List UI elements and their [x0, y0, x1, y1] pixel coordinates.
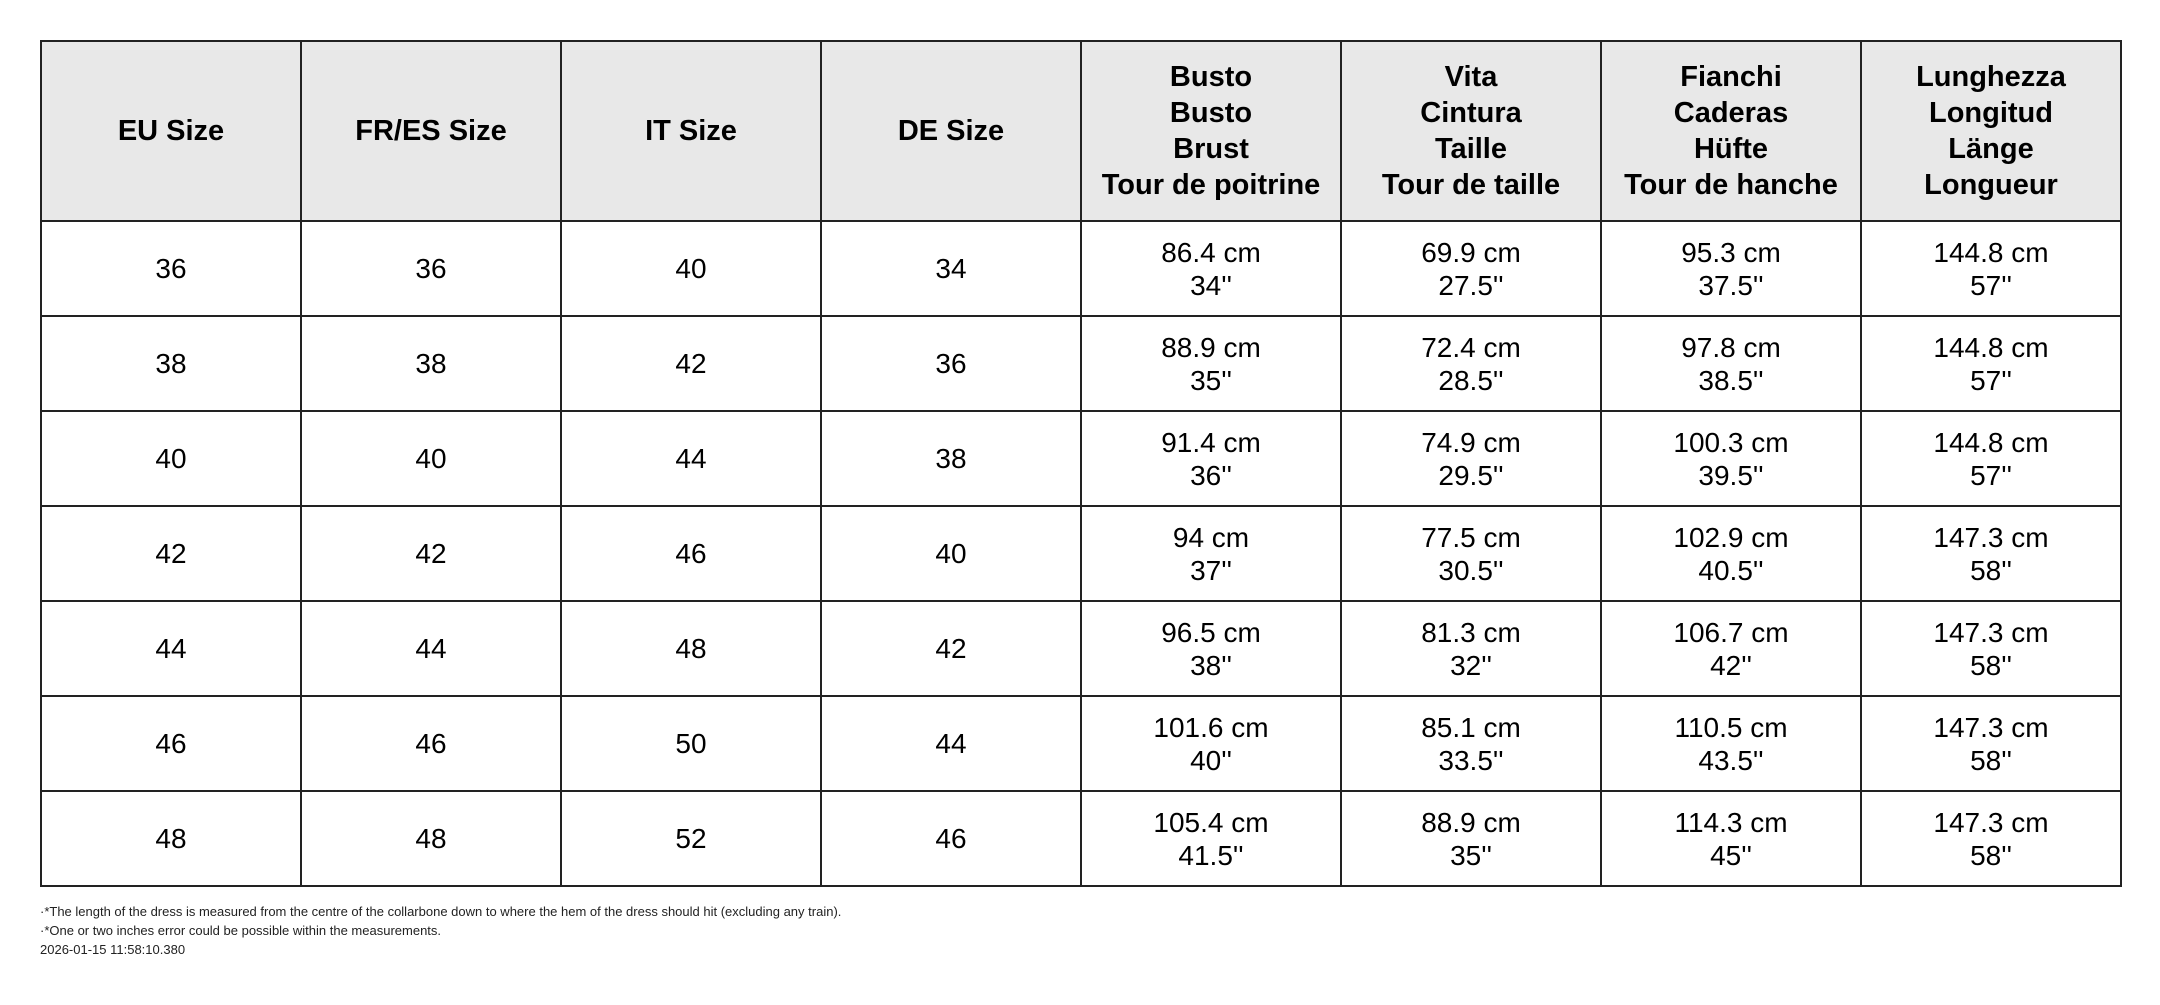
cell-it-size: 50 — [561, 696, 821, 791]
table-row — [41, 791, 2121, 886]
cell-eu-size: 42 — [41, 506, 301, 601]
value-cm: 105.4 cm — [1153, 806, 1269, 838]
table-header — [41, 41, 2121, 221]
cell-it-size: 52 — [561, 791, 821, 886]
value-inches: 39.5'' — [1698, 459, 1764, 491]
header-line: DE Size — [897, 115, 1005, 147]
cell-hips — [1601, 791, 1861, 886]
header-line: FR/ES Size — [355, 115, 507, 147]
header-line: Hüfte — [1693, 133, 1769, 165]
cell-waist — [1341, 411, 1601, 506]
header-eu-size — [41, 41, 301, 221]
cell-bust — [1081, 696, 1341, 791]
cell-waist — [1341, 601, 1601, 696]
cell-it-size: 48 — [561, 601, 821, 696]
header-line: Busto — [1169, 61, 1253, 93]
value-cm: 85.1 cm — [1421, 711, 1521, 743]
value-cm: 144.8 cm — [1933, 331, 2049, 363]
value-cm: 86.4 cm — [1161, 236, 1261, 268]
cell-de-size: 42 — [821, 601, 1081, 696]
table-row — [41, 506, 2121, 601]
value-inches: 37'' — [1190, 554, 1232, 586]
cell-it-size: 46 — [561, 506, 821, 601]
value-cm: 144.8 cm — [1933, 236, 2049, 268]
value-cm: 97.8 cm — [1681, 331, 1781, 363]
cell-hips — [1601, 506, 1861, 601]
cell-bust — [1081, 411, 1341, 506]
header-line: Brust — [1173, 133, 1249, 165]
value-inches: 57'' — [1970, 459, 2012, 491]
cell-bust — [1081, 316, 1341, 411]
header-line: IT Size — [645, 115, 737, 147]
value-cm: 102.9 cm — [1673, 521, 1789, 553]
value-cm: 147.3 cm — [1933, 616, 2049, 648]
cell-bust — [1081, 506, 1341, 601]
value-inches: 40'' — [1190, 744, 1232, 776]
value-cm: 101.6 cm — [1153, 711, 1269, 743]
value-cm: 77.5 cm — [1421, 521, 1521, 553]
header-line: Longueur — [1924, 169, 2058, 201]
value-cm: 95.3 cm — [1681, 236, 1781, 268]
cell-hips — [1601, 221, 1861, 316]
table-row — [41, 696, 2121, 791]
cell-it-size: 40 — [561, 221, 821, 316]
cell-fr-es-size: 48 — [301, 791, 561, 886]
cell-eu-size: 38 — [41, 316, 301, 411]
value-inches: 57'' — [1970, 269, 2012, 301]
cell-fr-es-size: 36 — [301, 221, 561, 316]
table-row — [41, 411, 2121, 506]
header-de-size — [821, 41, 1081, 221]
value-cm: 144.8 cm — [1933, 426, 2049, 458]
value-inches: 58'' — [1970, 649, 2012, 681]
value-cm: 72.4 cm — [1421, 331, 1521, 363]
value-inches: 42'' — [1710, 649, 1752, 681]
value-inches: 36'' — [1190, 459, 1232, 491]
cell-fr-es-size: 38 — [301, 316, 561, 411]
size-chart-table — [40, 40, 2122, 887]
cell-eu-size: 36 — [41, 221, 301, 316]
value-inches: 57'' — [1970, 364, 2012, 396]
cell-eu-size: 48 — [41, 791, 301, 886]
value-inches: 45'' — [1710, 839, 1752, 871]
cell-de-size: 38 — [821, 411, 1081, 506]
cell-de-size: 36 — [821, 316, 1081, 411]
cell-de-size: 40 — [821, 506, 1081, 601]
cell-length — [1861, 221, 2121, 316]
cell-length — [1861, 506, 2121, 601]
header-line: Fianchi — [1680, 61, 1782, 93]
value-inches: 30.5'' — [1438, 554, 1504, 586]
header-line: Lunghezza — [1916, 61, 2066, 93]
value-inches: 40.5'' — [1698, 554, 1764, 586]
value-inches: 35'' — [1450, 839, 1492, 871]
cell-waist — [1341, 316, 1601, 411]
value-inches: 41.5'' — [1178, 839, 1244, 871]
value-inches: 28.5'' — [1438, 364, 1504, 396]
header-length — [1861, 41, 2121, 221]
header-line: Caderas — [1673, 97, 1789, 129]
cell-length — [1861, 316, 2121, 411]
cell-fr-es-size: 44 — [301, 601, 561, 696]
header-hips — [1601, 41, 1861, 221]
value-cm: 74.9 cm — [1421, 426, 1521, 458]
value-cm: 88.9 cm — [1161, 331, 1261, 363]
value-cm: 106.7 cm — [1673, 616, 1789, 648]
value-inches: 58'' — [1970, 839, 2012, 871]
cell-fr-es-size: 46 — [301, 696, 561, 791]
header-waist — [1341, 41, 1601, 221]
header-it-size — [561, 41, 821, 221]
cell-hips — [1601, 601, 1861, 696]
value-inches: 43.5'' — [1698, 744, 1764, 776]
header-line: Vita — [1444, 61, 1498, 93]
header-line: Tour de poitrine — [1101, 169, 1321, 201]
value-inches: 38.5'' — [1698, 364, 1764, 396]
value-inches: 29.5'' — [1438, 459, 1504, 491]
value-cm: 110.5 cm — [1674, 711, 1788, 743]
cell-waist — [1341, 791, 1601, 886]
header-line: Tour de taille — [1381, 169, 1561, 201]
cell-bust — [1081, 791, 1341, 886]
cell-length — [1861, 411, 2121, 506]
value-cm: 147.3 cm — [1933, 521, 2049, 553]
value-cm: 88.9 cm — [1421, 806, 1521, 838]
table-body — [41, 221, 2121, 886]
value-inches: 32'' — [1450, 649, 1492, 681]
value-inches: 37.5'' — [1698, 269, 1764, 301]
value-cm: 94 cm — [1172, 521, 1250, 553]
cell-de-size: 34 — [821, 221, 1081, 316]
cell-hips — [1601, 696, 1861, 791]
table-row — [41, 316, 2121, 411]
cell-length — [1861, 601, 2121, 696]
header-line: Cintura — [1420, 97, 1522, 129]
cell-waist — [1341, 506, 1601, 601]
cell-eu-size: 44 — [41, 601, 301, 696]
cell-fr-es-size: 42 — [301, 506, 561, 601]
cell-de-size: 44 — [821, 696, 1081, 791]
value-cm: 81.3 cm — [1421, 616, 1521, 648]
value-inches: 38'' — [1190, 649, 1232, 681]
value-inches: 34'' — [1190, 269, 1232, 301]
header-line: Länge — [1948, 133, 2034, 165]
value-cm: 91.4 cm — [1161, 426, 1261, 458]
header-line: EU Size — [117, 115, 225, 147]
cell-de-size: 46 — [821, 791, 1081, 886]
value-cm: 147.3 cm — [1933, 806, 2049, 838]
cell-bust — [1081, 221, 1341, 316]
header-line: Taille — [1435, 133, 1507, 165]
table-row — [41, 601, 2121, 696]
footnote-error: ·*One or two inches error could be possible within the measurements. — [40, 923, 442, 938]
value-inches: 27.5'' — [1438, 269, 1504, 301]
value-cm: 96.5 cm — [1161, 616, 1261, 648]
cell-length — [1861, 696, 2121, 791]
cell-waist — [1341, 221, 1601, 316]
value-cm: 147.3 cm — [1933, 711, 2049, 743]
value-cm: 69.9 cm — [1421, 236, 1521, 268]
value-inches: 33.5'' — [1438, 744, 1504, 776]
header-line: Busto — [1169, 97, 1253, 129]
footnotes — [40, 902, 841, 959]
value-inches: 58'' — [1970, 554, 2012, 586]
cell-eu-size: 40 — [41, 411, 301, 506]
cell-waist — [1341, 696, 1601, 791]
header-bust — [1081, 41, 1341, 221]
footnote-length: ·*The length of the dress is measured from the centre of the collarbone down to where the hem of the dress should hit (excluding any train). — [40, 904, 842, 919]
value-inches: 35'' — [1190, 364, 1232, 396]
table-row — [41, 221, 2121, 316]
value-inches: 58'' — [1970, 744, 2012, 776]
cell-bust — [1081, 601, 1341, 696]
cell-fr-es-size: 40 — [301, 411, 561, 506]
cell-it-size: 42 — [561, 316, 821, 411]
header-line: Tour de hanche — [1624, 169, 1838, 201]
cell-eu-size: 46 — [41, 696, 301, 791]
cell-length — [1861, 791, 2121, 886]
timestamp: 2026-01-15 11:58:10.380 — [40, 942, 186, 957]
cell-hips — [1601, 411, 1861, 506]
header-fr-es-size — [301, 41, 561, 221]
value-cm: 114.3 cm — [1674, 806, 1788, 838]
value-cm: 100.3 cm — [1673, 426, 1789, 458]
cell-it-size: 44 — [561, 411, 821, 506]
cell-hips — [1601, 316, 1861, 411]
header-row — [41, 41, 2121, 221]
header-line: Longitud — [1928, 97, 2053, 129]
